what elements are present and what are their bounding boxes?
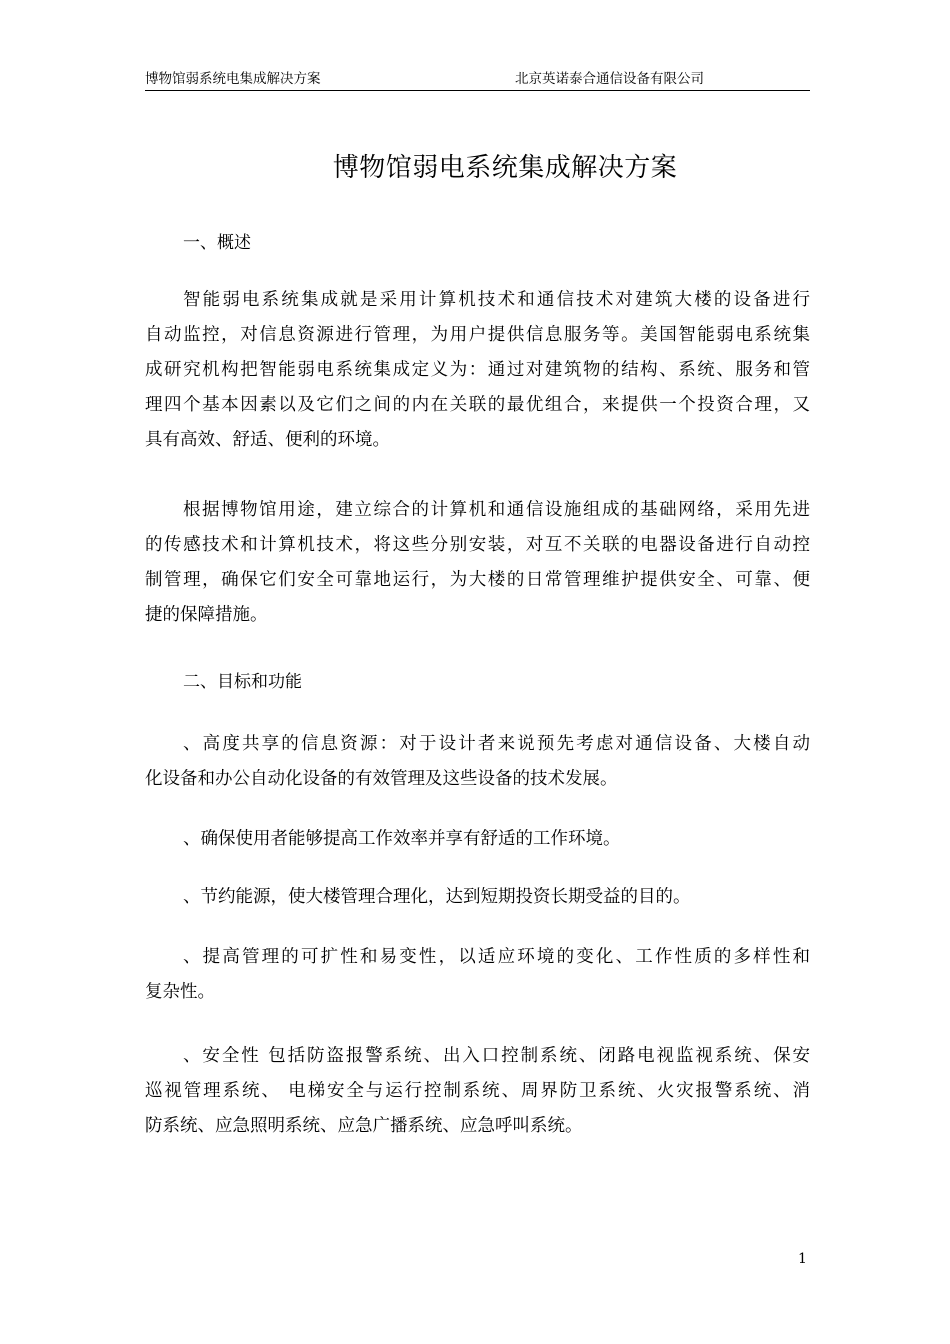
text-line: 防系统、应急照明系统、应急广播系统、应急呼叫系统。 [145, 1116, 583, 1136]
text-line: 的传感技术和计算机技术，将这些分别安装，对互不关联的电器设备进行自动控 [145, 535, 810, 555]
text-line: 制管理，确保它们安全可靠地运行，为大楼的日常管理维护提供安全、可靠、便 [145, 570, 810, 590]
page-number: 1 [798, 1251, 807, 1267]
text-line: 、提高管理的可扩性和易变性，以适应环境的变化、工作性质的多样性和 [183, 947, 810, 967]
list-item-shared-resources [145, 727, 810, 797]
list-item-scalability [145, 940, 810, 1010]
text-line: 、高度共享的信息资源：对于设计者来说预先考虑对通信设备、大楼自动 [183, 734, 810, 754]
text-line: 智能弱电系统集成就是采用计算机技术和通信技术对建筑大楼的设备进行 [183, 290, 810, 310]
page-header [145, 70, 810, 91]
list-item-security [145, 1039, 810, 1144]
list-item-efficiency [145, 822, 810, 857]
section-heading-overview: 一、概述 [183, 233, 251, 253]
list-item-energy-saving [145, 880, 810, 915]
text-line: 捷的保障措施。 [145, 605, 268, 625]
text-line: 、确保使用者能够提高工作效率并享有舒适的工作环境。 [183, 829, 621, 849]
text-line: 、安全性 包括防盗报警系统、出入口控制系统、闭路电视监视系统、保安 [183, 1046, 810, 1066]
text-line: 复杂性。 [145, 982, 215, 1002]
text-line: 巡视管理系统、 电梯安全与运行控制系统、周界防卫系统、火灾报警系统、消 [145, 1081, 810, 1101]
text-line: 根据博物馆用途，建立综合的计算机和通信设施组成的基础网络，采用先进 [183, 500, 810, 520]
document-title: 博物馆弱电系统集成解决方案 [332, 153, 678, 183]
paragraph-overview-definition [145, 283, 810, 458]
header-document-title: 博物馆弱系统电集成解决方案 [145, 71, 321, 87]
text-line: 具有高效、舒适、便利的环境。 [145, 430, 390, 450]
text-line: 自动监控，对信息资源进行管理，为用户提供信息服务等。美国智能弱电系统集 [145, 325, 810, 345]
section-heading-goals: 二、目标和功能 [183, 672, 302, 692]
text-line: 成研究机构把智能弱电系统集成定义为：通过对建筑物的结构、系统、服务和管 [145, 360, 810, 380]
paragraph-overview-museum [145, 493, 810, 633]
text-line: 、节约能源，使大楼管理合理化，达到短期投资长期受益的目的。 [183, 887, 691, 907]
text-line: 理四个基本因素以及它们之间的内在关联的最优组合，来提供一个投资合理，又 [145, 395, 810, 415]
text-line: 化设备和办公自动化设备的有效管理及这些设备的技术发展。 [145, 769, 618, 789]
header-company-name: 北京英诺泰合通信设备有限公司 [515, 71, 704, 87]
